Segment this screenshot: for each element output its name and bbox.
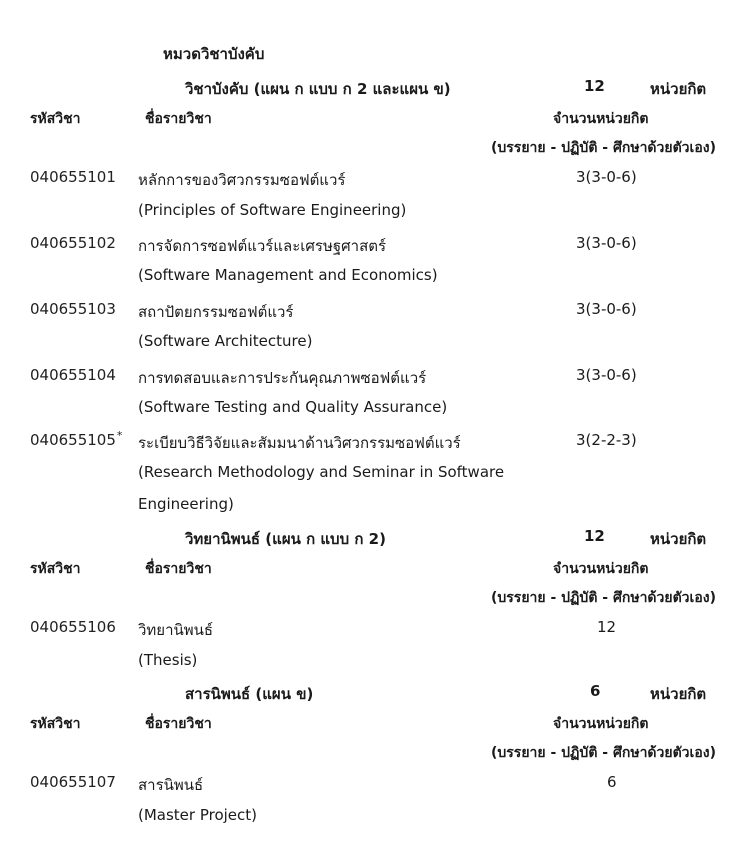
section-title: วิทยานิพนธ์ (แผน ก แบบ ก 2) [185,530,386,548]
course-credits: 3(2-2-3) [576,431,637,449]
course-name-thai: การทดสอบและการประกันคุณภาพซอฟต์แวร์ [138,369,427,387]
course-credits: 12 [597,618,617,636]
column-header-code: รหัสวิชา [30,561,81,577]
course-name-thai: ระเบียบวิธีวิจัยและสัมมนาด้านวิศวกรรมซอฟต์แวร์ [138,434,461,452]
course-name-thai: สารนิพนธ์ [138,776,204,794]
course-name-english-cont: Engineering) [138,495,234,513]
course-name-thai: หลักการของวิศวกรรมซอฟต์แวร์ [138,171,346,189]
section-credits: 6 [590,682,601,700]
column-header-credits: จำนวนหน่วยกิต [553,716,649,732]
course-name-english: (Software Management and Economics) [138,266,438,284]
course-credits: 3(3-0-6) [576,168,637,186]
course-name-english: (Software Architecture) [138,332,313,350]
column-header-breakdown: (บรรยาย - ปฏิบัติ - ศึกษาด้วยตัวเอง) [491,745,716,761]
course-credits: 6 [607,773,617,791]
course-code: 040655101 [30,168,116,186]
course-name-english: (Software Testing and Quality Assurance) [138,398,448,416]
course-name-english: (Research Methodology and Seminar in Software [138,463,505,481]
section-credit-unit: หน่วยกิต [650,80,707,98]
course-name-thai: การจัดการซอฟต์แวร์และเศรษฐศาสตร์ [138,237,387,255]
course-code: 040655105 [30,431,116,449]
column-header-credits: จำนวนหน่วยกิต [553,561,649,577]
course-code-cell [30,431,122,449]
column-header-breakdown: (บรรยาย - ปฏิบัติ - ศึกษาด้วยตัวเอง) [491,590,716,606]
section-credit-unit: หน่วยกิต [650,685,707,703]
course-code: 040655107 [30,773,116,791]
course-code: 040655106 [30,618,116,636]
course-name-english: (Thesis) [138,651,198,669]
course-credits: 3(3-0-6) [576,300,637,318]
course-code: 040655104 [30,366,116,384]
section-title: วิชาบังคับ (แผน ก แบบ ก 2 และแผน ข) [185,80,451,98]
column-header-breakdown: (บรรยาย - ปฏิบัติ - ศึกษาด้วยตัวเอง) [491,140,716,156]
section-credits: 12 [584,77,605,95]
section-credits: 12 [584,527,605,545]
column-header-credits: จำนวนหน่วยกิต [553,111,649,127]
section-title: สารนิพนธ์ (แผน ข) [185,685,314,703]
column-header-code: รหัสวิชา [30,716,81,732]
column-header-code: รหัสวิชา [30,111,81,127]
course-code: 040655102 [30,234,116,252]
column-header-name: ชื่อรายวิชา [145,561,212,577]
course-name-english: (Master Project) [138,806,258,824]
course-name-thai: วิทยานิพนธ์ [138,621,214,639]
column-header-name: ชื่อรายวิชา [145,111,212,127]
course-footnote-mark: * [116,429,123,442]
course-credits: 3(3-0-6) [576,234,637,252]
course-code: 040655103 [30,300,116,318]
column-header-name: ชื่อรายวิชา [145,716,212,732]
category-title: หมวดวิชาบังคับ [163,45,265,63]
course-name-english: (Principles of Software Engineering) [138,201,407,219]
course-credits: 3(3-0-6) [576,366,637,384]
course-name-thai: สถาปัตยกรรมซอฟต์แวร์ [138,303,294,321]
section-credit-unit: หน่วยกิต [650,530,707,548]
